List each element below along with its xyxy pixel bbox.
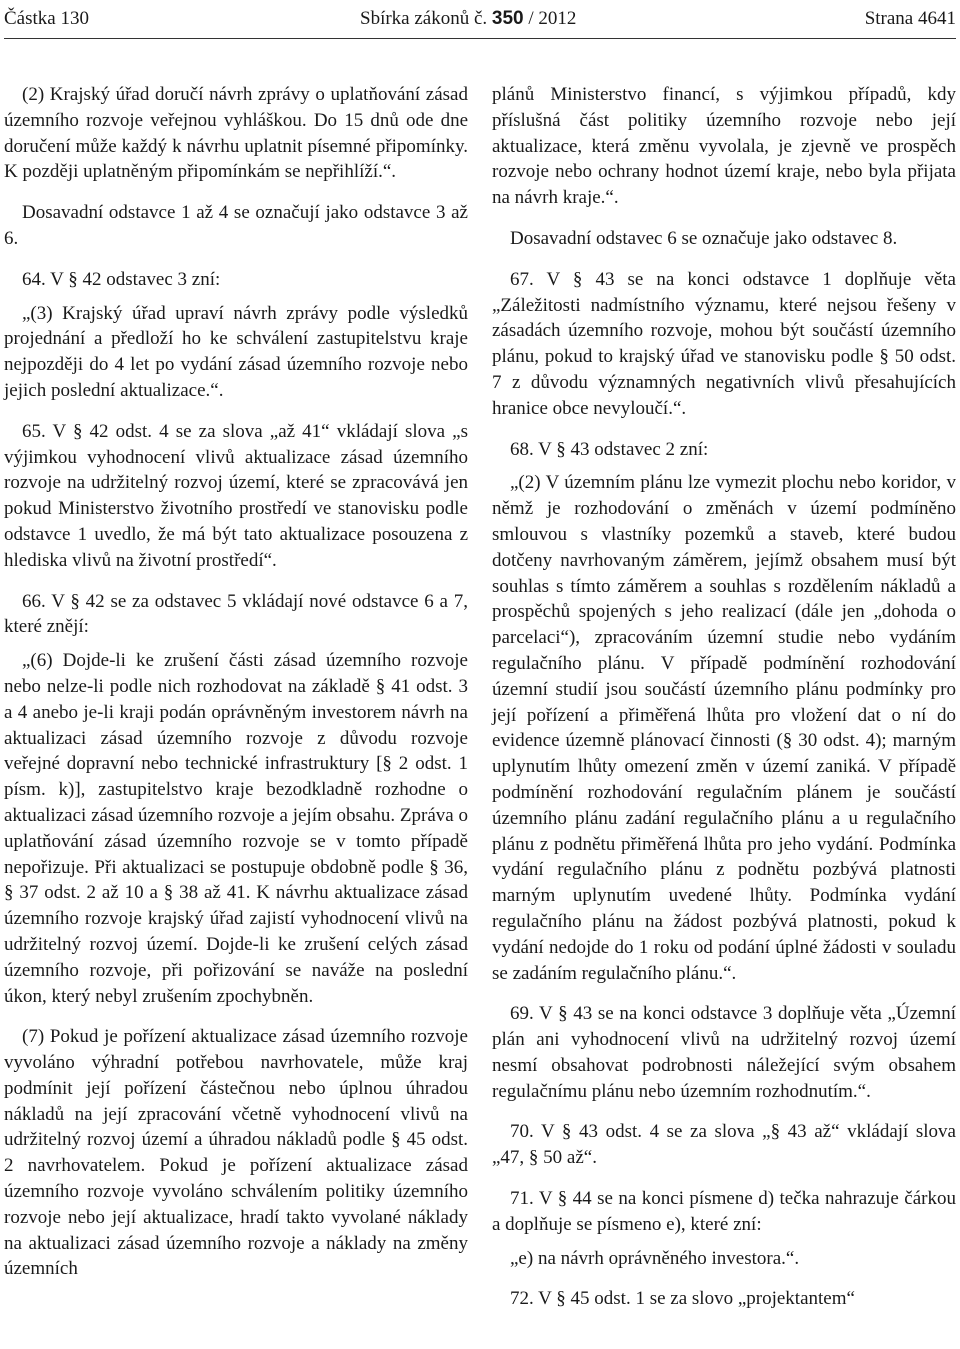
quoted-paragraph: (7) Pokud je pořízení aktualizace zásad územního rozvoje vyvoláno výhradní potřebou navrhovatele, může kraj podmínit její pořízení částečnou nebo úplnou úhradou nákladů na její zpracování včetně vyhodnocení vlivů na udržitelný rozvoj území a úhradou nákladů podle § 45 odst. 2 navrhovatelem. Pokud je pořízení aktualizace zásad územního rozvoje vyvoláno schválením politiky územního rozvoje nebo její aktualizace, hradí takto vyvolané náklady na aktualizaci zásad územního rozvoje a náklady na změny územních (4, 1026, 468, 1280)
amendment-point-70: 70. V § 43 odst. 4 se za slova „§ 43 až“ vkládají slova „47, § 50 až“. (492, 1121, 956, 1169)
quoted-paragraph: „(2) V územním plánu lze vymezit plochu nebo koridor, v němž je rozhodování o změnách v území podmíněno smlouvou s vlastníky pozemků a staveb, které budou dotčeny navrhovaným záměrem, jejímž obsahem musí být souhlas s tímto záměrem a souhlas s rozdělením nákladů a prospěchů spojených s jeho realizací (dále jen „dohoda o parcelaci“), zpracováním územní studie nebo vydáním regulačního plánu. V případě podmínění rozhodování územní studií jsou součástí územního plánu podmínky pro její pořízení a přiměřená lhůta pro vložení dat o ní do evidence územně plánovací činnosti (§ 30 odst. 4); marným uplynutím lhůty omezení změn v území zaniká. V případě podmínění rozhodování regulačním plánem je součástí územního plánu zadání regulačního plánu a u regulačního plánu z podnětu přiměřená lhůta pro jeho vydání. Podmínka vydání regulačního plánu z podnětu pozbývá platnosti marným uplynutím uvedené lhůty. Podmínka vydání regulačního plánu na žádost pozbývá platnosti, pokud k vydání nedojde do 1 roku od podání úplné žádosti v souladu se zadáním regulačního plánu.“. (492, 472, 956, 984)
amendment-point-66: 66. V § 42 se za odstavec 5 vkládají nové odstavce 6 a 7, které znějí: (4, 590, 468, 638)
amendment-point-65: 65. V § 42 odst. 4 se za slova „až 41“ vkládají slova „s výjimkou vyhodnocení vlivů aktualizace zásad územního rozvoje na udržitelný rozvoj území, které se zpracovává jen pokud Ministerstvo životního prostředí ve stanovisku podle odstavce 1 uvedlo, že má být tato aktualizace posouzena z hlediska vlivů na životní prostředí“. (4, 420, 468, 571)
page-header (4, 2, 956, 36)
header-collection-title (360, 6, 576, 32)
header-law-number: 350 (491, 8, 524, 29)
amendment-point-67: 67. V § 43 se na konci odstavce 1 doplňuje věta „Záležitosti nadmístního významu, které nejsou řešeny v zásadách územního rozvoje, mohou být součástí územního plánu, pokud to krajský úřad ve stanovisku podle § 50 odst. 7 z důvodu významných negativních vlivů přesahujících hranice obce nevyloučí.“. (492, 268, 956, 419)
amendment-point-68: 68. V § 43 odstavec 2 zní: (510, 438, 709, 460)
header-collection-prefix: Sbírka zákonů č. (360, 8, 492, 29)
amendment-point-64: 64. V § 42 odstavec 3 zní: (22, 268, 221, 290)
quoted-paragraph: „(3) Krajský úřad upraví návrh zprávy podle výsledků projednání a předloží ho ke schválení zastupitelstvu kraje nejpozději do 4 let po vydání zásad územního rozvoje nebo jejich poslední aktualizace.“. (4, 302, 468, 401)
header-issue-number: Částka 130 (4, 8, 89, 29)
amendment-point-72: 72. V § 45 odst. 1 se za slovo „projektantem“ (510, 1288, 855, 1310)
header-page-number: Strana 4641 (864, 8, 956, 29)
paragraph: Dosavadní odstavce 1 až 4 se označují jako odstavce 3 až 6. (4, 202, 468, 249)
quoted-letter: „e) na návrh oprávněného investora.“. (510, 1247, 800, 1269)
paragraph: Dosavadní odstavec 6 se označuje jako odstavec 8. (510, 227, 898, 249)
quoted-paragraph: „(6) Dojde-li ke zrušení části zásad územního rozvoje nebo nelze-li podle nich rozhodovat na základě § 41 odst. 3 a 4 anebo je-li kraji podán oprávněným investorem návrh na aktualizaci zásad územního rozvoje z důvodu rozvoje veřejné dopravní nebo technické infrastruktury [§ 2 odst. 1 písm. k)], zastupitelstvo kraje bezodkladně rozhodne o aktualizaci zásad územního rozvoje a jejím obsahu. Zpráva o uplatňování zásad územního rozvoje se v tomto případě nepořizuje. Při aktualizaci se postupuje obdobně podle § 36, § 37 odst. 2 až 10 a § 38 až 41. K návrhu aktualizace zásad územního rozvoje krajský úřad zajistí vyhodnocení vlivů na udržitelný rozvoj území. Dojde-li ke zrušení celých zásad územního rozvoje, při pořizování se naváže na poslední úkon, který nebyl zrušením zpochybněn. (4, 650, 468, 1007)
header-year: / 2012 (523, 8, 577, 29)
right-column (492, 82, 956, 1327)
paragraph: (2) Krajský úřad doručí návrh zprávy o uplatňování zásad územního rozvoje veřejnou vyhláškou. Do 15 dnů ode dne doručení může každý k návrhu uplatnit písemné připomínky. K později uplatněným připomínkám se nepřihlíží.“. (4, 84, 468, 183)
paragraph-continuation: plánů Ministerstvo financí, s výjimkou případů, kdy příslušná část politiky územního rozvoje nebo její aktualizace, která změnu vyvolala, je zjevně ve prospěch rozvoje nebo ochrany hodnot území kraje, nebo byla přijata na návrh kraje.“. (492, 84, 956, 209)
amendment-point-69: 69. V § 43 se na konci odstavce 3 doplňuje věta „Územní plán ani vyhodnocení vlivů na udržitelný rozvoj území nesmí obsahovat podrobnosti náležející svým obsahem regulačnímu plánu nebo územním rozhodnutím.“. (492, 1003, 956, 1102)
amendment-point-71: 71. V § 44 se na konci písmene d) tečka nahrazuje čárkou a doplňuje se písmeno e), které zní: (492, 1188, 956, 1235)
header-divider (4, 38, 956, 39)
left-column (4, 82, 468, 1297)
